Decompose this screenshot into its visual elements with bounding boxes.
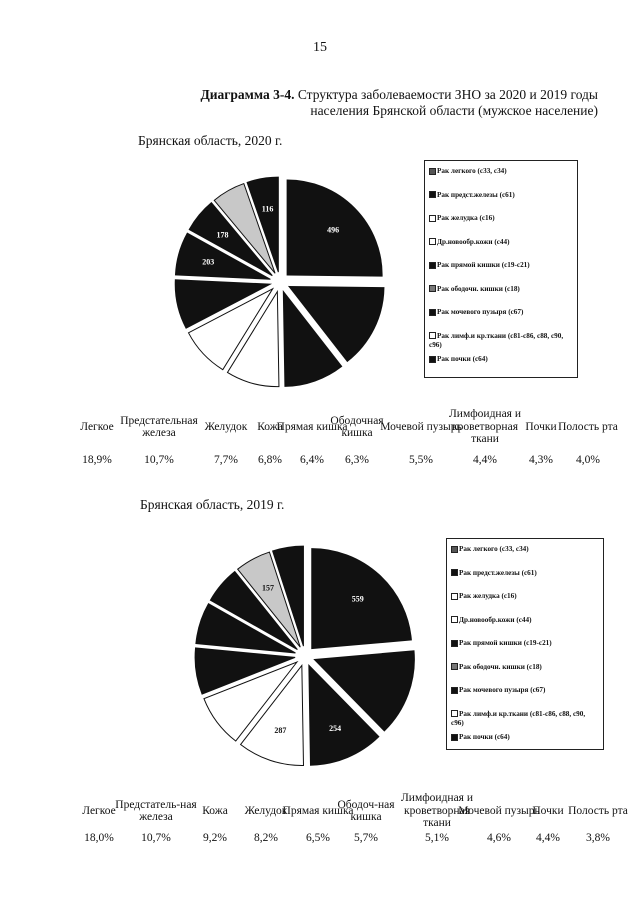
legend-swatch (451, 687, 458, 694)
percent-value: 4,0% (576, 454, 600, 466)
percent-value: 4,3% (529, 454, 553, 466)
category-label: Лимфоидная и кроветворная ткани (400, 792, 473, 829)
legend-item (451, 545, 599, 554)
category-label: Почки (532, 804, 564, 817)
legend-label: Рак мочевого пузыря (с67) (437, 308, 524, 316)
legend-swatch (451, 546, 458, 553)
title-line2: населения Брянской области (мужское население) (310, 103, 598, 118)
legend-label: Рак прямой кишки (с19-с21) (437, 261, 530, 269)
category-label: Желудок (244, 804, 288, 817)
legend-label: Рак легкого (с33, с34) (437, 167, 507, 175)
legend-item (451, 686, 599, 695)
category-label: Мочевой пузырь (458, 804, 540, 817)
percent-value: 4,6% (487, 832, 511, 844)
legend-item (451, 663, 599, 672)
category-label: Полость рта (558, 420, 618, 433)
legend-swatch (451, 663, 458, 670)
category-label: Кожа (202, 804, 228, 817)
legend-label: Др.новообр.кожи (с44) (459, 615, 532, 624)
percent-value: 18,9% (82, 454, 112, 466)
legend-swatch (451, 569, 458, 576)
percent-value: 18,0% (84, 832, 114, 844)
percent-value: 4,4% (536, 832, 560, 844)
legend-item (451, 710, 599, 728)
slice-data-label: 178 (216, 230, 229, 240)
slice-data-label: 116 (261, 204, 274, 214)
legend-label: Рак желудка (с16) (459, 592, 517, 600)
legend-2019 (446, 538, 604, 750)
legend-label: Рак лимф.и кр.ткани (с81-с86, с88, с90, с96) (429, 331, 564, 349)
legend-label: Рак предст.железы (с61) (459, 568, 537, 577)
legend-swatch (451, 710, 458, 717)
legend-label: Рак желудка (с16) (437, 214, 495, 222)
slice-data-label: 287 (274, 726, 287, 736)
legend-label: Др.новообр.кожи (с44) (437, 237, 510, 246)
percent-value: 10,7% (141, 832, 171, 844)
category-label: Прямая кишка (276, 420, 348, 433)
title-line1: Структура заболеваемости ЗНО за 2020 и 2019 годы (294, 87, 598, 102)
category-label: Легкое (80, 420, 114, 433)
legend-swatch (451, 593, 458, 600)
slice-data-label: 559 (351, 594, 364, 604)
percent-value: 6,4% (300, 454, 324, 466)
legend-label: Рак легкого (с33, с34) (459, 545, 529, 553)
slice-data-label: 203 (202, 257, 215, 267)
legend-label: Рак предст.железы (с61) (437, 190, 515, 199)
category-label: Почки (525, 420, 557, 433)
category-label: Предстатель-ная железа (115, 798, 197, 823)
legend-item (451, 639, 599, 648)
legend-swatch (451, 616, 458, 623)
slice-data-label: 254 (329, 723, 342, 733)
legend-label: Рак прямой кишки (с19-с21) (459, 639, 552, 647)
subtitle-2020: Брянская область, 2020 г. (138, 133, 283, 148)
category-label: Лимфоидная и кроветворная ткани (448, 408, 521, 445)
percent-value: 6,8% (258, 454, 282, 466)
percent-value: 9,2% (203, 832, 227, 844)
legend-label: Рак ободочн. кишки (с18) (437, 284, 520, 293)
page-number: 15 (313, 40, 327, 55)
category-label: Предстательная железа (120, 414, 198, 439)
legend-label: Рак почки (с64) (459, 733, 510, 741)
percent-value: 7,7% (214, 454, 238, 466)
percent-value: 8,2% (254, 832, 278, 844)
category-label: Полость рта (568, 804, 628, 817)
percent-value: 10,7% (144, 454, 174, 466)
category-label: Прямая кишка (282, 804, 354, 817)
category-label: Кожа (257, 420, 283, 433)
legend-item (451, 569, 599, 578)
category-label: Желудок (204, 420, 248, 433)
category-label: Легкое (82, 804, 116, 817)
legend-item (451, 592, 599, 601)
category-label: Мочевой пузырь (380, 420, 462, 433)
legend-swatch (451, 734, 458, 741)
legend-item (451, 733, 599, 742)
subtitle-2019: Брянская область, 2019 г. (140, 497, 285, 512)
legend-label: Рак ободочн. кишки (с18) (459, 662, 542, 671)
percent-value: 6,5% (306, 832, 330, 844)
percent-value: 3,8% (586, 832, 610, 844)
percent-value: 4,4% (473, 454, 497, 466)
legend-item (451, 616, 599, 625)
legend-label: Рак мочевого пузыря (с67) (459, 686, 546, 694)
percent-value: 6,3% (345, 454, 369, 466)
category-label: Ободоч-ная кишка (337, 798, 395, 823)
percent-value: 5,1% (425, 832, 449, 844)
slice-data-label: 157 (261, 583, 274, 593)
percent-value: 5,7% (354, 832, 378, 844)
legend-label: Рак почки (с64) (437, 355, 488, 363)
legend-swatch (451, 640, 458, 647)
category-label: Ободочная кишка (330, 414, 384, 439)
percent-value: 5,5% (409, 454, 433, 466)
diagram-number: Диаграмма 3-4. (200, 87, 295, 102)
slice-data-label: 496 (327, 225, 340, 235)
legend-label: Рак лимф.и кр.ткани (с81-с86, с88, с90, с96) (451, 709, 586, 727)
